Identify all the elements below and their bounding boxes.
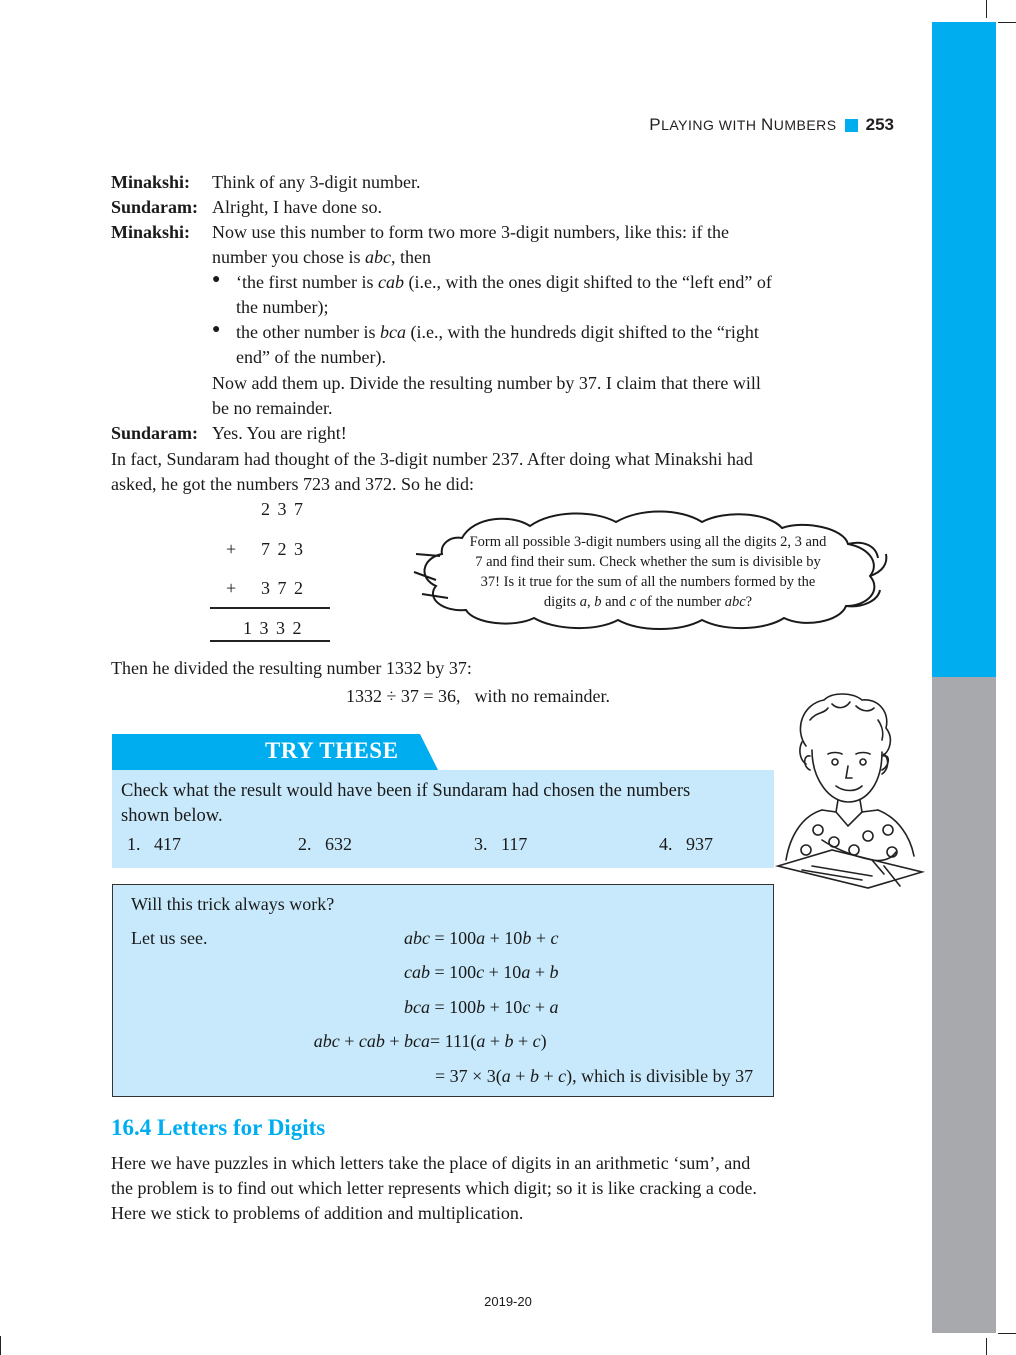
- equation-rhs: = 111(a + b + c): [430, 1031, 547, 1051]
- bullet-text: ‘the first number is cab (i.e., with the ones digit shifted to the “left end” of: [236, 272, 772, 292]
- try-item: 1. 417: [127, 834, 181, 854]
- cloud-text: digits a, b and c of the number abc?: [543, 594, 753, 610]
- proof-question: Will this trick always work?: [131, 894, 335, 914]
- chapter-title: PLAYING WITH NUMBERS: [649, 115, 837, 134]
- equation-lhs: abc + cab + bca: [313, 1031, 430, 1051]
- sum-rule: [210, 640, 330, 642]
- plus-sign: +: [226, 539, 237, 559]
- crop-mark: [986, 1338, 987, 1355]
- crop-mark: [0, 1336, 1, 1355]
- plus-sign: +: [226, 578, 237, 598]
- running-header: [649, 113, 894, 137]
- dialogue-text: number you chose is abc, then: [212, 247, 431, 267]
- dialogue-text: Now use this number to form two more 3-digit numbers, like this: if the: [212, 222, 729, 242]
- addend-row: 2 3 7: [261, 499, 303, 519]
- try-these-text: Check what the result would have been if Sundaram had chosen the numbers: [121, 781, 691, 801]
- header-square-icon: [845, 119, 858, 132]
- speaker-label: Minakshi:: [111, 222, 191, 242]
- footer-year: 2019-20: [484, 1294, 532, 1309]
- sum-rule: [210, 607, 330, 609]
- proof-lead: Let us see.: [131, 928, 208, 948]
- paragraph-line: Here we stick to problems of addition and multiplication.: [111, 1203, 524, 1223]
- try-item: 3. 117: [474, 834, 528, 854]
- cloud-text: 37! Is it true for the sum of all the numbers formed by the: [480, 574, 816, 590]
- try-item: 2. 632: [298, 834, 352, 854]
- boy-illustration: [772, 690, 930, 890]
- dialogue-text: Now add them up. Divide the resulting number by 37. I claim that there will: [212, 373, 761, 393]
- bullet-text: the other number is bca (i.e., with the hundreds digit shifted to the “right: [236, 322, 759, 342]
- equation-rhs: = 100b + 10c + a: [430, 997, 559, 1017]
- addend-row: 3 7 2: [261, 578, 303, 598]
- paragraph-line: In fact, Sundaram had thought of the 3-digit number 237. After doing what Minakshi had: [111, 449, 753, 469]
- bullet-text: the number);: [236, 297, 329, 317]
- paragraph-line: asked, he got the numbers 723 and 372. So he did:: [111, 474, 474, 494]
- dialogue-text: Think of any 3-digit number.: [212, 172, 421, 192]
- try-these-title: TRY THESE: [265, 738, 399, 763]
- equation-lhs: abc: [404, 928, 430, 948]
- equation-rhs: = 100c + 10a + b: [430, 962, 559, 982]
- speaker-label: Minakshi:: [111, 172, 191, 192]
- dialogue-text: be no remainder.: [212, 398, 333, 418]
- section-heading: 16.4 Letters for Digits: [111, 1115, 326, 1140]
- bullet-icon: ●: [212, 272, 221, 287]
- crop-mark: [998, 22, 1016, 23]
- crop-mark: [986, 0, 987, 18]
- side-tab-gray: [932, 677, 996, 1333]
- cloud-text: 7 and find their sum. Check whether the sum is divisible by: [475, 554, 821, 570]
- crop-mark: [998, 1333, 1016, 1334]
- speaker-label: Sundaram:: [111, 197, 199, 217]
- division-equation: 1332 ÷ 37 = 36, with no remainder.: [346, 686, 610, 706]
- try-these-text: shown below.: [121, 806, 223, 826]
- sum-total: 1 3 3 2: [243, 618, 302, 638]
- try-item: 4. 937: [659, 834, 713, 854]
- speaker-label: Sundaram:: [111, 423, 199, 443]
- equation-rhs: = 37 × 3(a + b + c), which is divisible by 37: [435, 1066, 754, 1086]
- addend-row: 7 2 3: [261, 539, 303, 559]
- page-number: 253: [865, 115, 894, 134]
- paragraph-line: Then he divided the resulting number 1332 by 37:: [111, 658, 472, 678]
- bullet-text: end” of the number).: [236, 347, 386, 367]
- equation-rhs: = 100a + 10b + c: [430, 928, 559, 948]
- equation-lhs: cab: [404, 962, 430, 982]
- bullet-icon: ●: [212, 322, 221, 337]
- side-tab-blue: [932, 22, 996, 677]
- paragraph-line: the problem is to find out which letter represents which digit; so it is like cracking a code.: [111, 1178, 757, 1198]
- equation-lhs: bca: [404, 997, 430, 1017]
- paragraph-line: Here we have puzzles in which letters take the place of digits in an arithmetic ‘sum’, and: [111, 1153, 751, 1173]
- dialogue-text: Alright, I have done so.: [212, 197, 382, 217]
- cloud-text: Form all possible 3-digit numbers using all the digits 2, 3 and: [469, 534, 827, 550]
- dialogue-text: Yes. You are right!: [212, 423, 347, 443]
